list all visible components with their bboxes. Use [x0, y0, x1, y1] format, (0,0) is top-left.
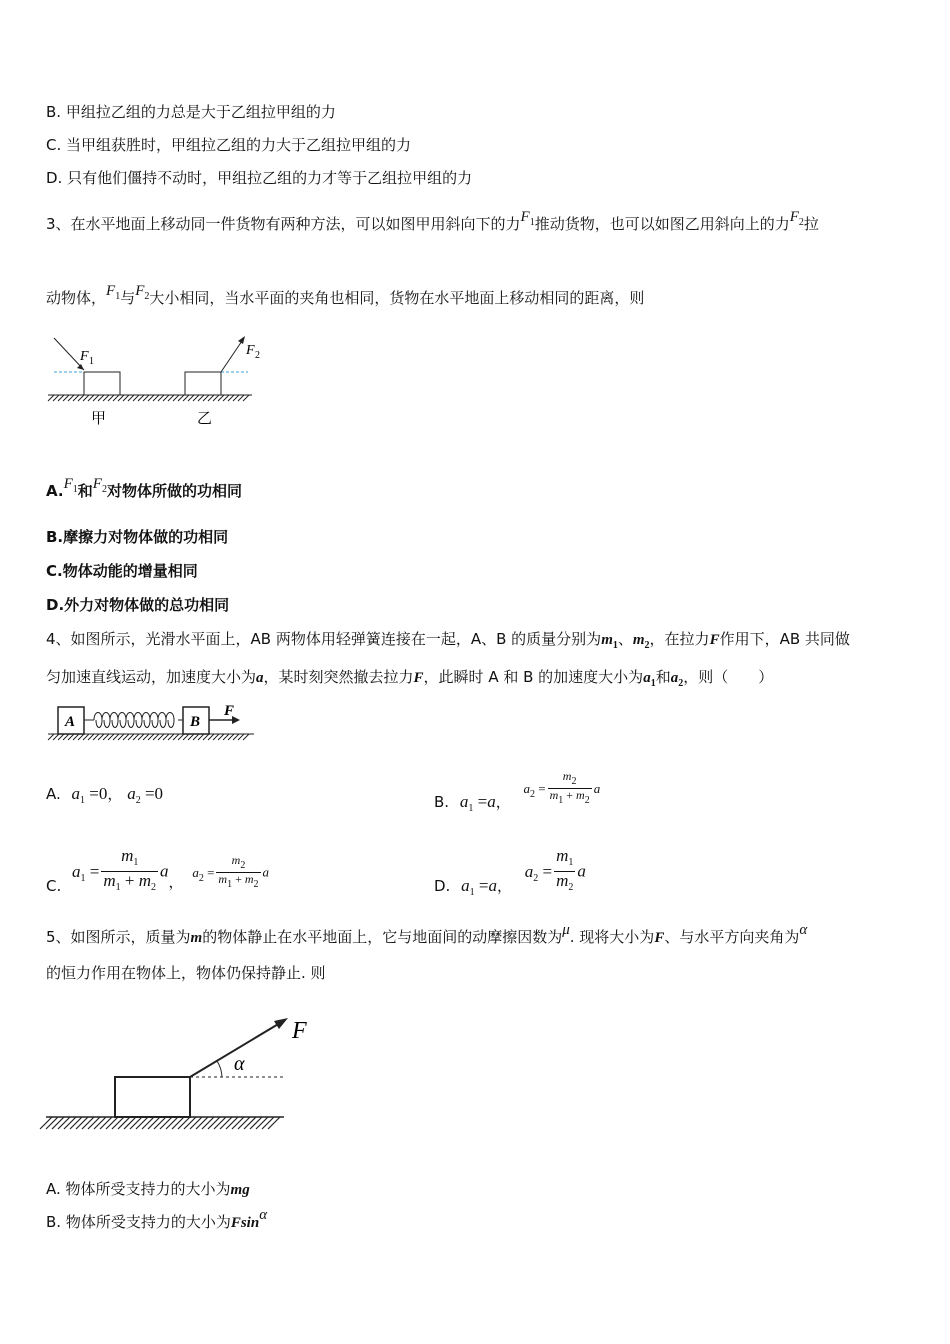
- symbol-f2: $F_2$: [135, 283, 150, 302]
- svg-text:2: 2: [255, 350, 260, 361]
- q5-figure: [44, 1010, 324, 1140]
- svg-text:A: A: [65, 714, 76, 730]
- q2-option-d: D. 只有他们僵持不动时，甲组拉乙组的力才等于乙组拉甲组的力: [46, 169, 473, 187]
- symbol-f1: $F_1$: [63, 476, 78, 495]
- label-alpha: α: [234, 1053, 245, 1075]
- symbol-f1: $F_1$: [520, 209, 535, 228]
- q4-option-a: A. $a_1 =0$， $a_2 =0$: [46, 784, 164, 806]
- q4-stem-line1: 4、如图所示，光滑水平面上，AB 两物体用轻弹簧连接在一起，A、B 的质量分别为$m_1$、$m_2$，在拉力F作用下，AB 共同做: [46, 630, 850, 651]
- q4-option-d: D. $a_1 =a$， $a_2$ = $\frac{m_1}{m_2}$ a: [434, 846, 586, 898]
- label-yi: 乙: [197, 411, 213, 427]
- box-yi: [185, 372, 221, 395]
- arrow-f2: [221, 338, 244, 372]
- q3-option-d: D.外力对物体做的总功相同: [46, 596, 230, 614]
- q2-option-b: B. 甲组拉乙组的力总是大于乙组拉甲组的力: [46, 103, 336, 121]
- label-f1: F: [80, 349, 89, 364]
- q3-figure: [44, 332, 264, 432]
- angle-arc: [217, 1061, 222, 1077]
- ground-hatch: [48, 395, 252, 401]
- q5-stem-line1: 5、如图所示，质量为m的物体静止在水平地面上，它与地面间的动摩擦因数为μ. 现将大小为F、与水平方向夹角为α: [46, 922, 808, 946]
- q4-stem-line2: 匀加速直线运动，加速度大小为a，某时刻突然撤去拉力F，此瞬时 A 和 B 的加速度大小为$a_1$和$a_2$，则（ ）: [46, 668, 774, 689]
- label-f: F: [292, 1018, 307, 1044]
- svg-text:B: B: [190, 714, 201, 730]
- q5-stem-line2: 的恒力作用在物体上，物体仍保持静止. 则: [46, 964, 326, 982]
- q3-option-a: $A.F_1$和$F_2$对物体所做的功相同: [46, 476, 242, 500]
- symbol-f2: $F_2$: [92, 476, 107, 495]
- q4-option-b: B. $a_1 =a$， $a_2$ = $\frac{m_2}{m_1 + m_2}$ a: [434, 769, 601, 814]
- q4-option-c: C. $a_1$ = $\frac{m_1}{m_1 + m_2}$ a， $a_2$ = $\frac{m_2}{m_1 + m_2}$ a: [46, 846, 270, 895]
- svg-text:F: F: [224, 703, 235, 719]
- q4-figure: [46, 698, 256, 744]
- symbol-f1: $F_1$: [106, 283, 121, 302]
- q3-option-c: C.物体动能的增量相同: [46, 562, 198, 580]
- q5-option-b: B. 物体所受支持力的大小为Fsinα: [46, 1207, 268, 1231]
- box-jia: [84, 372, 120, 395]
- symbol-f2: $F_2$: [789, 209, 804, 228]
- block: [115, 1077, 190, 1117]
- label-jia: 甲: [91, 411, 107, 427]
- q3-option-b: B.摩擦力对物体做的功相同: [46, 528, 229, 546]
- svg-text:1: 1: [89, 356, 94, 367]
- q3-stem-line1: 3、在水平地面上移动同一件货物有两种方法，可以如图甲用斜向下的力$F_1$推动货物，也可以如图乙用斜向上的力$F_2$拉: [46, 209, 819, 233]
- q2-option-c: C. 当甲组获胜时，甲组拉乙组的力大于乙组拉甲组的力: [46, 136, 412, 154]
- q3-stem-line2: 动物体，$F_1$与$F_2$大小相同，当水平面的夹角也相同，货物在水平地面上移动相同的距离，则: [46, 283, 645, 307]
- label-f2: F: [246, 343, 255, 358]
- spring: [84, 713, 183, 728]
- q5-option-a: A. 物体所受支持力的大小为mg: [46, 1180, 250, 1198]
